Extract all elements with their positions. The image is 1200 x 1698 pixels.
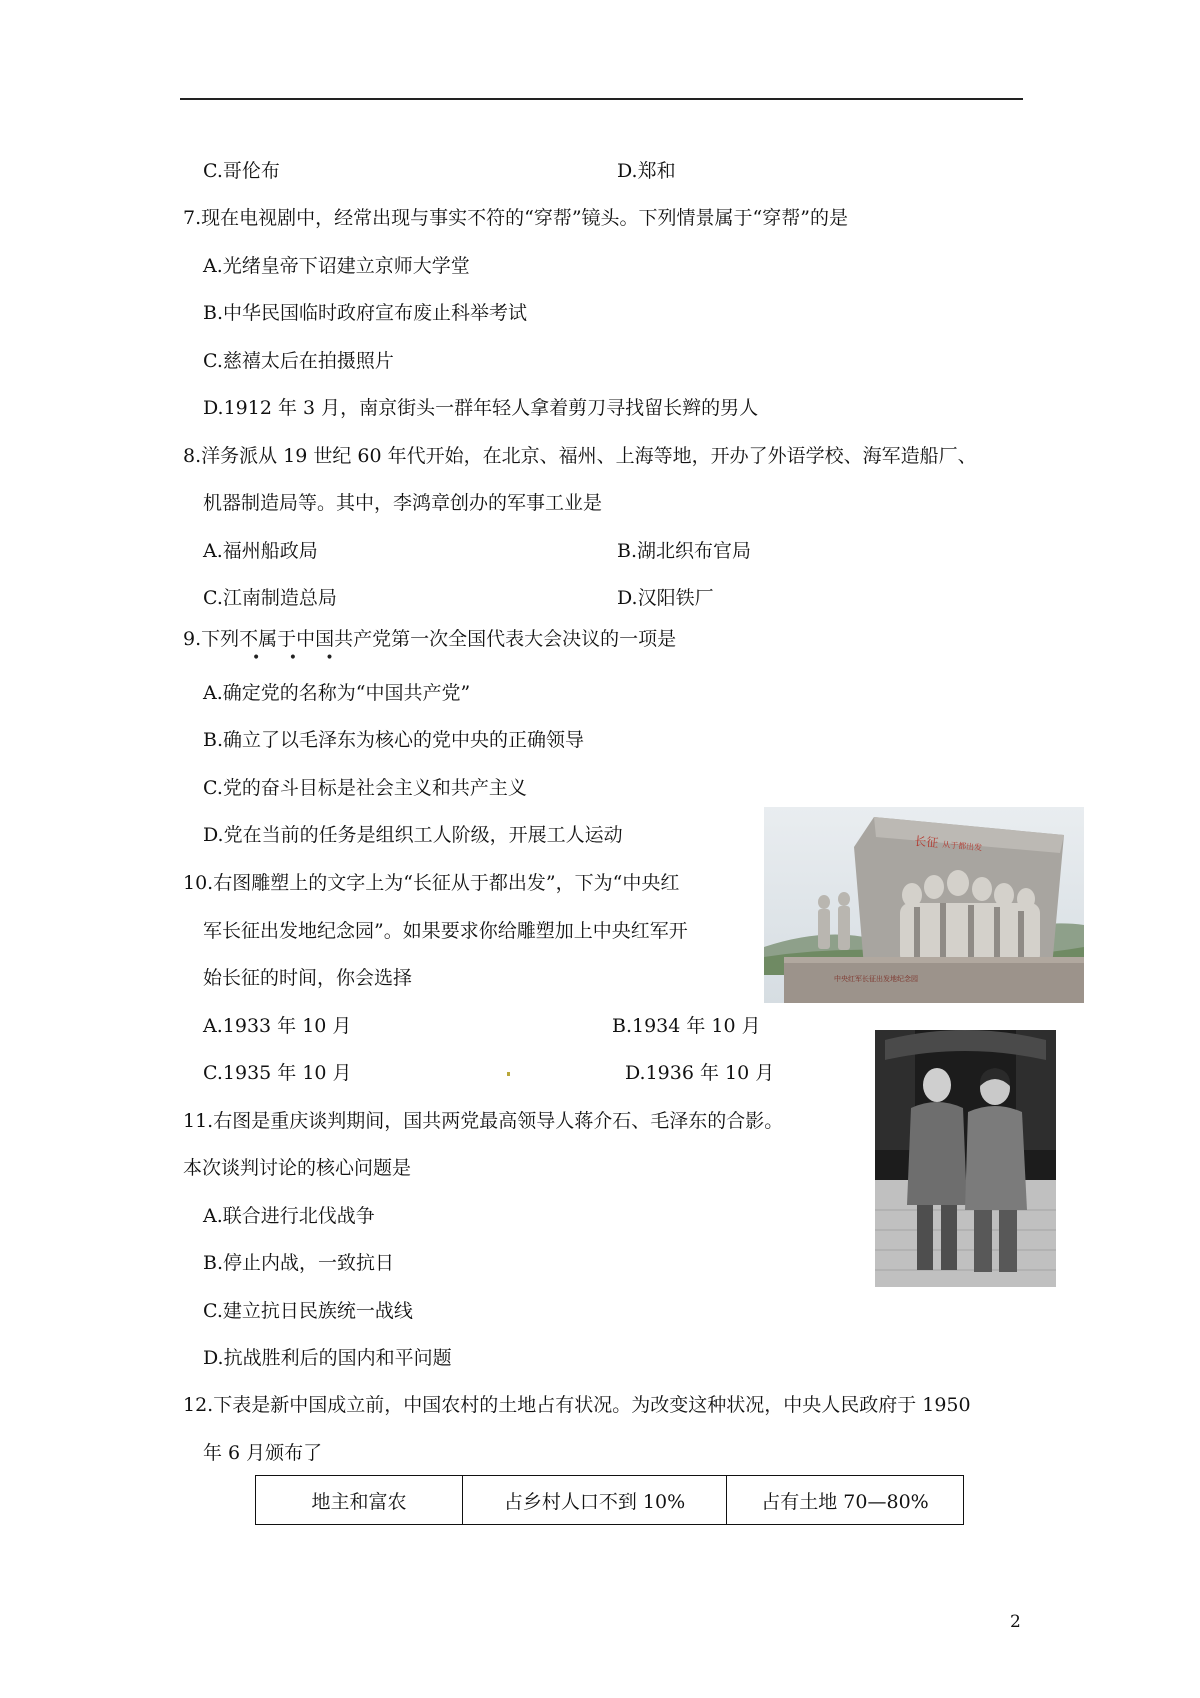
q6-option-c: C.哥伦布 (203, 160, 280, 182)
land-ownership-table (255, 1475, 964, 1525)
q12-stem-line1: 12.下表是新中国成立前，中国农村的土地占有状况。为改变这种状况，中央人民政府于 1950 (183, 1394, 971, 1416)
q11-option-d: D.抗战胜利后的国内和平问题 (203, 1347, 452, 1369)
q8-option-b: B.湖北织布官局 (617, 540, 752, 562)
table-cell-group: 地主和富农 (256, 1476, 463, 1525)
q7-option-d: D.1912 年 3 月，南京街头一群年轻人拿着剪刀寻找留长辫的男人 (203, 397, 759, 419)
q11-stem-line1: 11.右图是重庆谈判期间，国共两党最高领导人蒋介石、毛泽东的合影。 (183, 1110, 784, 1132)
q10-stem-line3: 始长征的时间，你会选择 (203, 967, 413, 989)
scan-speck (507, 1072, 510, 1076)
q7-stem: 7.现在电视剧中，经常出现与事实不符的“穿帮”镜头。下列情景属于“穿帮”的是 (183, 207, 848, 229)
q12-stem-line2: 年 6 月颁布了 (203, 1442, 323, 1464)
q10-option-d: D.1936 年 10 月 (625, 1062, 775, 1084)
q7-option-b: B.中华民国临时政府宣布废止科举考试 (203, 302, 528, 324)
q11-option-c: C.建立抗日民族统一战线 (203, 1300, 413, 1322)
table-row (256, 1476, 964, 1525)
long-march-monument-photo (764, 807, 1084, 1003)
svg-text:从于都出发: 从于都出发 (941, 840, 983, 853)
q8-option-d: D.汉阳铁厂 (617, 587, 714, 609)
q6-option-d: D.郑和 (617, 160, 676, 182)
q9-option-c: C.党的奋斗目标是社会主义和共产主义 (203, 777, 527, 799)
table-cell-population: 占乡村人口不到 10% (463, 1476, 727, 1525)
q7-option-c: C.慈禧太后在拍摄照片 (203, 350, 394, 372)
chongqing-negotiation-photo (875, 1030, 1056, 1287)
q9-stem: 9.下列不属于中国共产党第一次全国代表大会决议的一项是 (183, 628, 677, 650)
q10-stem-line2: 军长征出发地纪念园”。如果要求你给雕塑加上中央红军开 (203, 920, 688, 942)
header-rule (180, 98, 1023, 100)
q8-stem-line1: 8.洋务派从 19 世纪 60 年代开始，在北京、福州、上海等地，开办了外语学校、海军造船厂、 (183, 445, 977, 467)
q10-option-b: B.1934 年 10 月 (612, 1015, 761, 1037)
page-number: 2 (1010, 1612, 1021, 1632)
table-cell-land: 占有土地 70—80% (727, 1476, 964, 1525)
emphasis-dots: • • • (252, 650, 346, 666)
q9-option-a: A.确定党的名称为“中国共产党” (203, 682, 471, 704)
q9-option-d: D.党在当前的任务是组织工人阶级，开展工人运动 (203, 824, 623, 846)
q11-option-a: A.联合进行北伐战争 (203, 1205, 375, 1227)
q8-option-c: C.江南制造总局 (203, 587, 337, 609)
q8-option-a: A.福州船政局 (203, 540, 318, 562)
q10-option-c: C.1935 年 10 月 (203, 1062, 352, 1084)
q9-option-b: B.确立了以毛泽东为核心的党中央的正确领导 (203, 729, 585, 751)
svg-text:长征: 长征 (913, 834, 939, 851)
q10-stem-line1: 10.右图雕塑上的文字上为“长征从于都出发”，下为“中央红 (183, 872, 680, 894)
q10-option-a: A.1933 年 10 月 (203, 1015, 352, 1037)
q11-stem-line2: 本次谈判讨论的核心问题是 (183, 1157, 412, 1179)
svg-text:中央红军长征出发地纪念园: 中央红军长征出发地纪念园 (834, 975, 918, 983)
q11-option-b: B.停止内战，一致抗日 (203, 1252, 395, 1274)
q8-stem-line2: 机器制造局等。其中，李鸿章创办的军事工业是 (203, 492, 603, 514)
q7-option-a: A.光绪皇帝下诏建立京师大学堂 (203, 255, 470, 277)
